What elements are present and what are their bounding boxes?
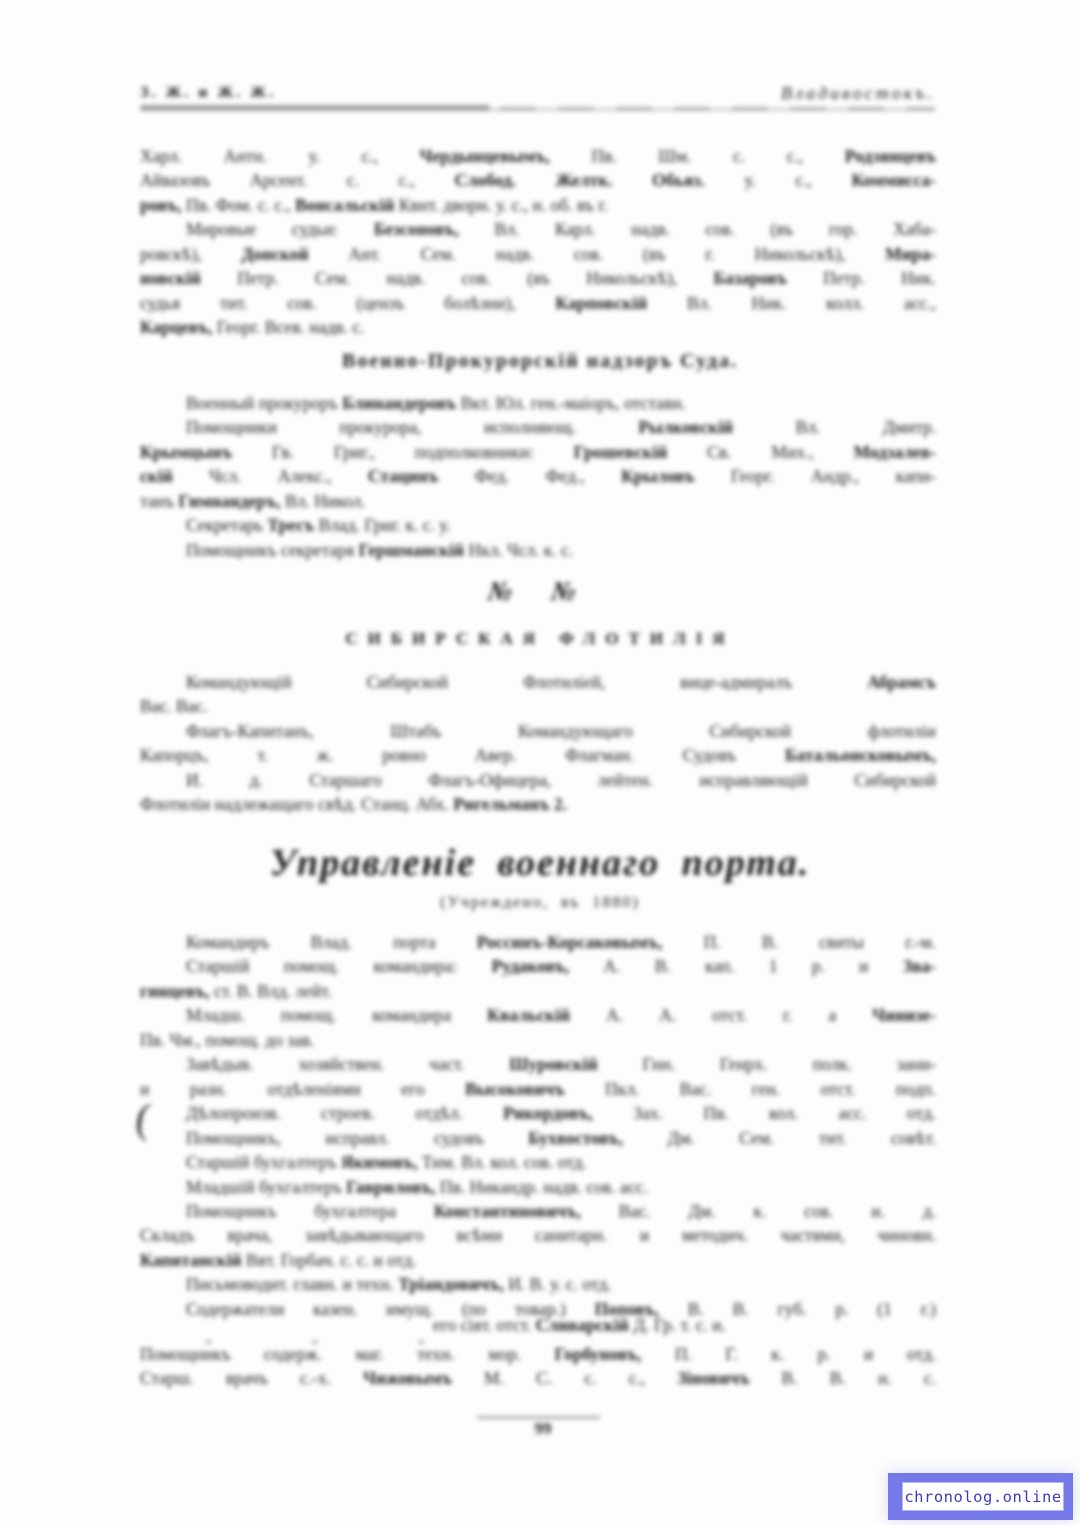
header-rule-dark-segment (140, 105, 490, 111)
text-line: Помощникъ, исправл. судовъ Бухвостовъ, Дм. Сем. тит. совѣт. (186, 1127, 936, 1148)
section-heading-flotilla: СИБИРСКАЯ ФЛОТИЛІЯ (345, 629, 735, 648)
text-line: скій Чсл. Алекс., Стацинъ Фед. Фед., Крыловъ Георг. Андр., капи- (140, 466, 936, 487)
text-line: Флотиліи надлежащаго свѣд. Станц. Абх. Ригельманъ 2. (140, 794, 567, 815)
text-line: Дѣлопроизв. строев. отдѣл. Рикордовъ, Зах. Пв. кол. асс. отд. (186, 1103, 936, 1124)
watermark-text: chronolog.online (904, 1487, 1062, 1506)
text-line: Секретарь Тресъ Влад. Григ. к. с. у. (186, 515, 451, 536)
text-line: Помощникъ содерж. маг. техн. мор. Горбуновъ, П. Г. к. р. и отд. (140, 1344, 936, 1364)
text-line: Содержатели казен. имущ. (по товар.) Поповъ, В. В. губ. р. (1 г.) (186, 1298, 936, 1319)
text-line: Айвазовъ Арсент. с. с., Слобод. Желтк. Обьяз. у. с., Коммисса- (140, 170, 936, 191)
text-line: ровъ, Пв. Фом. с. с., Вонсальскій Квнт. дворн. у. с., н. об. въ г. (140, 194, 608, 215)
text-line: Командиръ Влад. порта Россинъ-Корсаковымъ, П. В. свиты г.-м. (186, 932, 936, 952)
text-line: Письмоводит. главн. и техн. Тріандовичъ, И. В. у. с. отд. (186, 1274, 612, 1295)
text-line: Мировые судьи: Безсоновъ, Вл. Карл. надв. сов. (въ гор. Хаба- (186, 219, 936, 240)
paragraph-port (140, 930, 936, 1321)
text-line: гинцевъ, ст. В. Влд. лейт. (140, 980, 332, 1001)
paragraph-flotilla (140, 670, 936, 817)
text-line: Военный прокуроръ Блинандеровъ Вкт. Юл. ген.-маіоръ, отставн. (186, 393, 686, 413)
text-line: Завѣдыв. хозяйствен. част. Шуровскій Гнн. Генрх. полк. зани- (186, 1054, 936, 1075)
text-line: Помощникъ бухгалтера Константиновичъ, Вас. Дм. к. сов. и. д. (186, 1200, 937, 1221)
text-line: Помощникъ секретаря Гершманскій Нкл. Чсл. к. с. (186, 539, 574, 560)
text-line: Командующій Сибирской Флотиліей, вице-адмиралъ Абрамсъ (186, 672, 936, 692)
section-subtitle-port: (Учреждено, въ 1880) (440, 894, 640, 911)
section-heading-court: Военно-Прокурорскій надзоръ Суда. (342, 350, 738, 372)
text-line: и разн. отдѣленіями его Высоковичъ Пкл. Вас. ген. отст. подп. (140, 1078, 936, 1099)
running-header-left: З. Ж. и Ж. Ж. (140, 84, 277, 101)
ditto-marks: „ „ „ (205, 1330, 425, 1346)
text-line: Младш. помощ. командира Квальскій А. А. отст. г. а Чинизе- (186, 1005, 936, 1026)
text-line: Крымцынъ Гв. Григ., подполковники: Грошевскій Св. Мих., Модзалев- (140, 441, 936, 462)
text-line: Старшій бухгалтеръ Якимовъ, Тим. Вл. кол. сов. отд. (186, 1152, 587, 1173)
text-line: его сіят. отст. Сливарскій Д. Гр. т. с. и. (433, 1315, 726, 1335)
section-heading-port: Управленіе военнаго порта. (269, 842, 811, 884)
text-line: Пв. Чм., помощ. до зав. (140, 1029, 315, 1050)
text-line: Старшій помощ. командира: Рудаковъ, А. В. кап. 1 р. и Зва- (186, 956, 936, 977)
text-line: Складъ врача, завѣдывающаго всѣми санитарн. и методич. частями, чиновн. (140, 1225, 936, 1246)
text-line: судья тит. сов. (цензъ болѣзни), Карповскій Вл. Ник. колл. асс., (140, 292, 936, 313)
paragraph-court (140, 391, 936, 562)
header-rule-dashes (500, 107, 935, 111)
text-line: И. д. Старшаго Флагъ-Офицера, лейтен. исправляющій Сибирской (186, 769, 936, 790)
text-line: Помощники прокурора, исполняющ. Рылковскій Вл. Дмитр. (186, 417, 936, 438)
text-line: Капорцъ, т. ж. ровно Авер. Флагман. Судовъ Батальонсковымъ, (140, 745, 936, 766)
text-line: Младшій бухгалтеръ Гавриловъ, Пв. Никандр. надв. сов. асс. (186, 1176, 648, 1197)
text-line: Старш. врачъ с.-х. Чижовымъ М. С. с. с., Зіновичъ В. В. н. с. (140, 1368, 936, 1389)
text-line: Флагъ-Капитанъ, Штабъ Командующаго Сибирской флотиліи (186, 720, 936, 741)
section-ornament: № № (485, 576, 595, 606)
text-line: новскій Петр. Сем. надв. сов. (въ Никольскѣ), Базаровъ Петр. Ник. (140, 268, 936, 289)
scan-artifact-brace: ( (132, 1095, 154, 1143)
text-line: Карцевъ, Георг. Всев. надв. с. (140, 317, 365, 338)
paragraph-port-tail-1 (140, 1342, 936, 1391)
watermark-badge (888, 1473, 1073, 1520)
text-line: Вас. Вас. (140, 696, 208, 717)
text-line: Харл. Антн. у. с., Чердынцевымъ, Пв. Шм. с. с., Родзянцевъ (140, 146, 936, 166)
page-number: 99 (534, 1419, 552, 1438)
watermark-panel (902, 1482, 1064, 1511)
running-header-right: Владивостокъ. (781, 83, 935, 103)
text-line: ровскѣ), Донской Ант. Сем. надв. сов. (въ г. Никольскѣ), Мира- (140, 243, 936, 264)
text-line: Капитанскій Вят. Горбач. с. с. и отд. (140, 1249, 417, 1270)
paragraph-intro (140, 144, 936, 340)
paragraph-estate (433, 1313, 726, 1337)
text-line: танъ Гимнандеръ, Вл. Никол. (140, 490, 366, 511)
